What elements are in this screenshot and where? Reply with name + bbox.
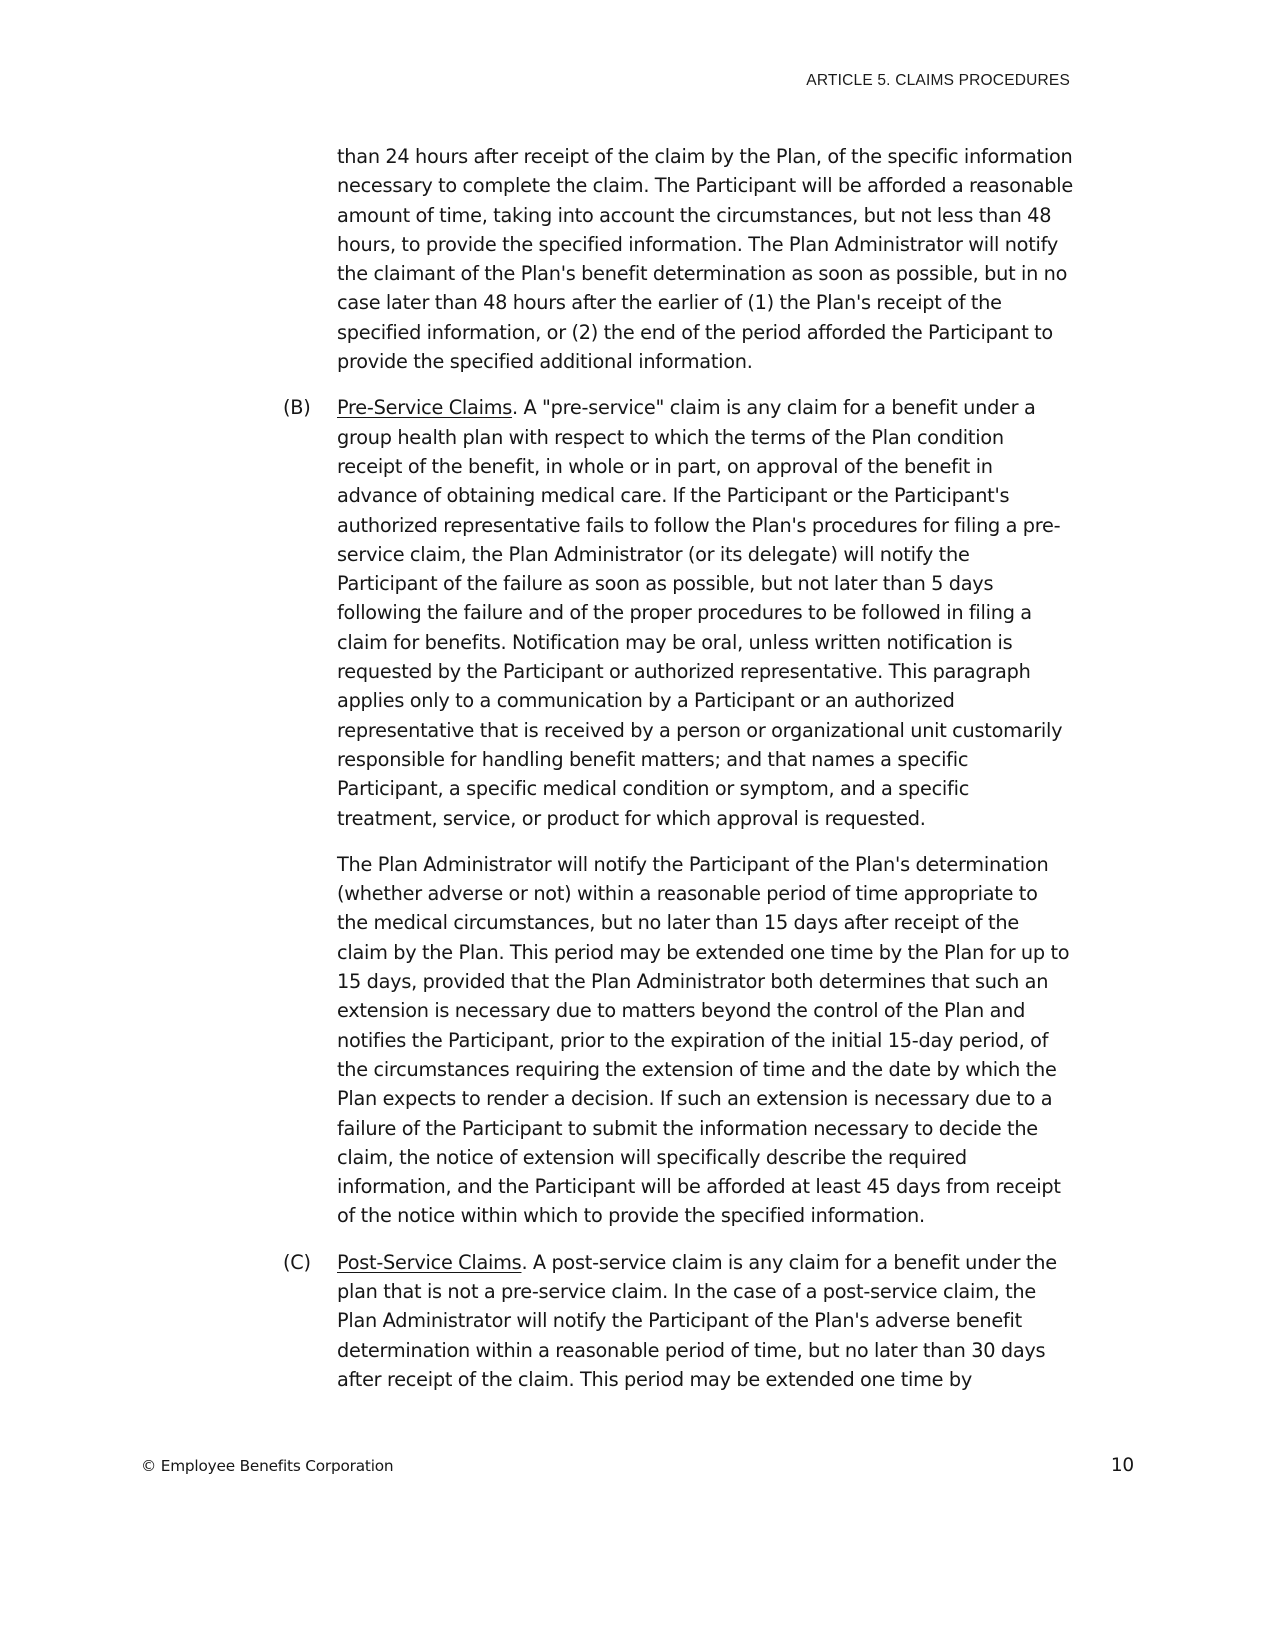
document-body <box>283 142 1073 1394</box>
pre-service-followup-paragraph: The Plan Administrator will notify the Participant of the Plan's determination (whether adverse or not) within a reasonable period of time appropriate to the medical circumstances, but no later than 15 days after receipt of the claim by the Plan. This period may be extended one time by the Plan for up to 15 days, provided that the Plan Administrator both determines that such an extension is necessary due to matters beyond the control of the Plan and notifies the Participant, prior to the expiration of the initial 15-day period, of the circumstances requiring the extension of time and the date by which the Plan expects to render a decision. If such an extension is necessary due to a failure of the Participant to submit the information necessary to decide the claim, the notice of extension will specifically describe the required information, and the Participant will be afforded at least 45 days from receipt of the notice within which to provide the specified information. <box>337 852 1070 1228</box>
list-marker-b: (B) <box>283 396 311 420</box>
continuation-paragraph: than 24 hours after receipt of the claim by the Plan, of the specific information necessary to complete the claim. The Participant will be afforded a reasonable amount of time, taking into account the circumstances, but not less than 48 hours, to provide the specified information. The Plan Administrator will notify the claimant of the Plan's benefit determination as soon as possible, but in no case later than 48 hours after the earlier of (1) the Plan's receipt of the specified information, or (2) the end of the period afforded the Participant to provide the specified additional information. <box>337 145 1073 374</box>
footer-page-number: 10 <box>1110 1455 1134 1476</box>
footer-copyright: © Employee Benefits Corporation <box>141 1457 394 1475</box>
list-body-b <box>337 393 1073 832</box>
list-item-c <box>283 1248 1073 1394</box>
post-service-claims-text: . A post-service claim is any claim for a benefit under the plan that is not a pre-service claim. In the case of a post-service claim, the Plan Administrator will notify the Participant of the Plan's adverse benefit determination within a reasonable period of time, but no later than 30 days after receipt of the claim. This period may be extended one time by <box>337 1250 1057 1391</box>
page-footer <box>141 1455 1134 1476</box>
post-service-claims-title: Post-Service Claims <box>337 1250 522 1274</box>
list-marker-c: (C) <box>283 1250 311 1274</box>
running-header-title: ARTICLE 5. CLAIMS PROCEDURES <box>806 72 1070 89</box>
list-item-b <box>283 393 1073 832</box>
list-body-c <box>337 1248 1073 1394</box>
pre-service-claims-text: . A "pre-service" claim is any claim for a benefit under a group health plan with respect to which the terms of the Plan condition receipt of the benefit, in whole or in part, on approval of the benefit in advance of obtaining medical care. If the Participant or the Participant's authorized representative fails to follow the Plan's procedures for filing a pre-service claim, the Plan Administrator (or its delegate) will notify the Participant of the failure as soon as possible, but not later than 5 days following the failure and of the proper procedures to be followed in filing a claim for benefits. Notification may be oral, unless written notification is requested by the Participant or authorized representative. This paragraph applies only to a communication by a Participant or an authorized representative that is received by a person or organizational unit customarily responsible for handling benefit matters; and that names a specific Participant, a specific medical condition or symptom, and a specific treatment, service, or product for which approval is requested. <box>337 396 1063 830</box>
pre-service-claims-title: Pre-Service Claims <box>337 396 513 420</box>
